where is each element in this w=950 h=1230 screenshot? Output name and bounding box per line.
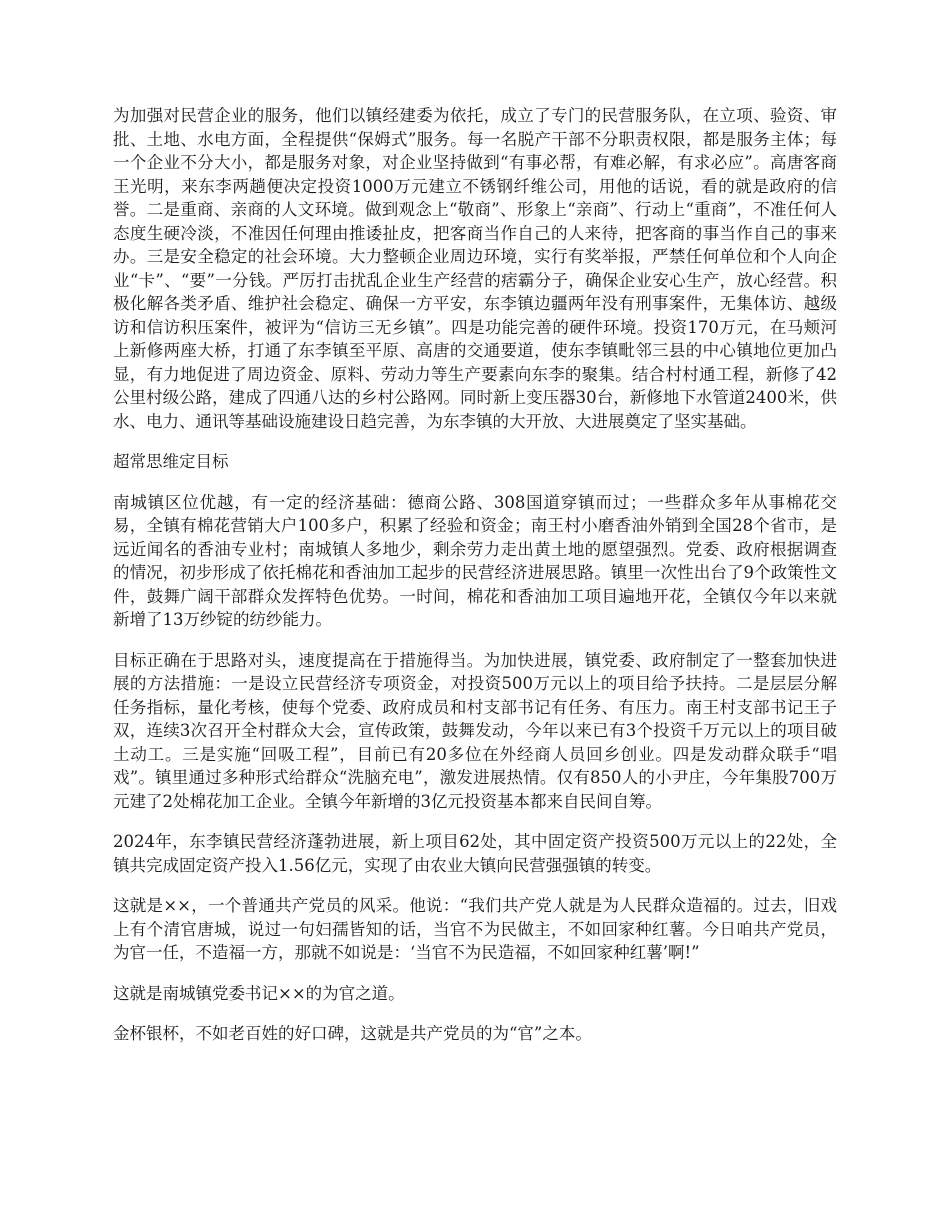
section-heading: 超常思维定目标 [113, 452, 229, 471]
paragraph-nancheng-advantages: 南城镇区位优越，有一定的经济基础：德商公路、308国道穿镇而过；一些群众多年从事棉花交易，全镇有棉花营销大户100多户，积累了经验和资金；南王村小磨香油外销到全国28个省市，是远近闻名的香油专业村；南城镇人多地少，剩余劳力走出黄土地的愿望强烈。党委、政府根据调查的情况，初步形成了依托棉花和香油加工起步的民营经济进展思路。镇里一次性出台了9个政策性文件，鼓舞广阔干部群众发挥特色优势。一时间，棉花和香油加工项目遍地开花，全镇仅今年以来就新增了13万纱锭的纺纱能力。 [113, 492, 837, 629]
paragraph-party-member-quote: 这就是××，一个普通共产党员的风采。他说：“我们共产党人就是为人民群众造福的。过去，旧戏上有个清官唐城，说过一句妇孺皆知的话，当官不为民做主，不如回家种红薯。今日咱共产党员，为官一任，不造福一方，那就不如说是：‘当官不为民造福，不如回家种红薯’啊!” [113, 896, 837, 962]
paragraph-service-environment: 为加强对民营企业的服务，他们以镇经建委为依托，成立了专门的民营服务队，在立项、验资、审批、土地、水电方面，全程提供“保姆式”服务。每一名脱产干部不分职责权限，都是服务主体；每一个企业不分大小，都是服务对象，对企业坚持做到“有事必帮，有难必解，有求必应”。高唐客商王光明，来东李两趟便决定投资1000万元建立不锈钢纤维公司，用他的话说，看的就是政府的信誉。二是重商、亲商的人文环境。做到观念上“敬商”、形象上“亲商”、行动上“重商”，不准任何人态度生硬冷淡，不准因任何理由推诿扯皮，把客商当作自己的人来待，把客商的事当作自己的事来办。三是安全稳定的社会环境。大力整顿企业周边环境，实行有奖举报，严禁任何单位和个人向企业“卡”、“要”一分钱。严厉打击扰乱企业生产经营的痞霸分子，确保企业安心生产，放心经营。积极化解各类矛盾、维护社会稳定、确保一方平安，东李镇边疆两年没有刑事案件，无集体访、越级访和信访积压案件，被评为“信访三无乡镇”。四是功能完善的硬件环境。投资170万元，在马颊河上新修两座大桥，打通了东李镇至平原、高唐的交通要道，使东李镇毗邻三县的中心镇地位更加凸显，有力地促进了周边资金、原料、劳动力等生产要素向东李的聚集。结合村村通工程，新修了42公里村级公路，建成了四通八达的乡村公路网。同时新上变压器30台，新修地下水管道2400米，供水、电力、通讯等基础设施建设日趋完善，为东李镇的大开放、大进展奠定了坚实基础。 [113, 106, 837, 431]
paragraph-measures: 目标正确在于思路对头，速度提高在于措施得当。为加快进展，镇党委、政府制定了一整套加快进展的方法措施：一是设立民营经济专项资金，对投资500万元以上的项目给予扶持。二是层层分解任务指标，量化考核，使每个党委、政府成员和村支部书记有任务、有压力。南王村支部书记王子双，连续3次召开全村群众大会，宣传政策，鼓舞发动，今年以来已有3个投资千万元以上的项目破土动工。三是实施“回吸工程”，目前已有20多位在外经商人员回乡创业。四是发动群众联手“唱戏”。镇里通过多种形式给群众“洗脑充电”，激发进展热情。仅有850人的小尹庄，今年集股700万元建了2处棉花加工企业。全镇今年新增的3亿元投资基本都来自民间自筹。 [113, 650, 837, 811]
paragraph-official-way: 这就是南城镇党委书记××的为官之道。 [113, 983, 405, 1003]
document-body [113, 104, 837, 1063]
paragraph-2024-results: 2024年，东李镇民营经济蓬勃进展，新上项目62处，其中固定资产投资500万元以上的22处，全镇共完成固定资产投入1.56亿元，实现了由农业大镇向民营强强镇的转变。 [113, 832, 837, 875]
paragraph-closing: 金杯银杯，不如老百姓的好口碑，这就是共产党员的为“官”之本。 [113, 1024, 592, 1043]
